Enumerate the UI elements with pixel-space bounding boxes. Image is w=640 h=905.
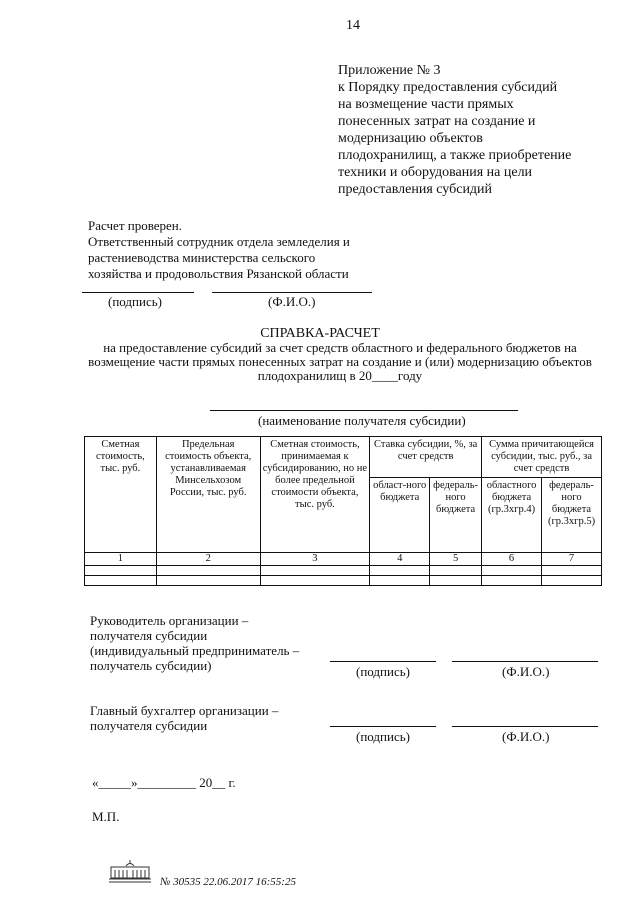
appendix-line: предоставления субсидий	[338, 182, 493, 197]
head-signature-line	[330, 661, 436, 662]
header-accepted-cost: Сметная стоимость, принимаемая к субсидированию, но не более предельной стоимости объекта, тыс. руб.	[260, 437, 370, 553]
column-number: 2	[156, 553, 260, 566]
header-max-cost: Предельная стоимость объекта, устанавливаемая Минсельхозом России, тыс. руб.	[156, 437, 260, 553]
appendix-caption	[338, 62, 571, 198]
header-sum-group: Сумма причитающейся субсидии, тыс. руб., за счет средств	[482, 437, 602, 478]
page-number: 14	[346, 18, 360, 33]
registration-number: № 30535 22.06.2017 16:55:25	[160, 876, 296, 888]
check-line: хозяйства и продовольствия Рязанской области	[88, 266, 349, 281]
head-name-line	[452, 661, 598, 662]
header-rate-regional: област-ного бюджета	[370, 478, 430, 553]
calculation-table	[84, 436, 602, 586]
subtitle-line: возмещение части прямых понесенных затрат на создание и (или) модернизацию объектов	[88, 354, 592, 369]
check-line: растениеводства министерства сельского	[88, 250, 316, 265]
accountant-line: получателя субсидии	[90, 718, 208, 733]
head-line: Руководитель организации –	[90, 613, 249, 628]
appendix-line: понесенных затрат на создание и	[338, 114, 536, 129]
header-rate-federal: федераль-ного бюджета	[430, 478, 482, 553]
column-number: 3	[260, 553, 370, 566]
head-signature-label: (подпись)	[356, 664, 410, 679]
date-line: «_____»_________ 20__ г.	[92, 775, 236, 790]
check-name-line	[212, 292, 372, 293]
accountant-block	[90, 703, 278, 733]
header-rate-group: Ставка субсидии, %, за счет средств	[370, 437, 482, 478]
document-title: СПРАВКА-РАСЧЕТ	[260, 326, 380, 341]
column-number: 1	[85, 553, 157, 566]
appendix-line: на возмещение части прямых	[338, 97, 514, 112]
appendix-line: техники и оборудования на цели	[338, 165, 533, 180]
appendix-line: к Порядку предоставления субсидий	[338, 80, 558, 95]
check-signature-line	[82, 292, 194, 293]
recipient-line	[210, 410, 518, 411]
appendix-line: Приложение № 3	[338, 63, 441, 78]
table-row	[85, 576, 602, 586]
header-sum-regional: областного бюджета (гр.3хгр.4)	[482, 478, 542, 553]
column-number: 4	[370, 553, 430, 566]
check-line: Ответственный сотрудник отдела земледелия и	[88, 234, 350, 249]
check-name-label: (Ф.И.О.)	[268, 294, 316, 309]
head-block	[90, 613, 299, 673]
document-subtitle	[60, 341, 620, 383]
column-number: 7	[542, 553, 602, 566]
appendix-line: модернизацию объектов	[338, 131, 483, 146]
accountant-name-line	[452, 726, 598, 727]
check-line: Расчет проверен.	[88, 218, 183, 233]
accountant-line: Главный бухгалтер организации –	[90, 703, 279, 718]
header-estimated-cost: Сметная стоимость, тыс. руб.	[85, 437, 157, 553]
building-seal-icon	[107, 858, 153, 886]
stamp-place: М.П.	[92, 809, 120, 824]
header-sum-federal: федераль-ного бюджета (гр.3хгр.5)	[542, 478, 602, 553]
check-block	[88, 218, 350, 282]
accountant-signature-label: (подпись)	[356, 729, 410, 744]
subtitle-line: на предоставление субсидий за счет средств областного и федерального бюджетов на	[103, 340, 577, 355]
column-number: 6	[482, 553, 542, 566]
head-line: получателя субсидии	[90, 628, 208, 643]
column-number: 5	[430, 553, 482, 566]
accountant-signature-line	[330, 726, 436, 727]
head-line: (индивидуальный предприниматель –	[90, 643, 300, 658]
head-line: получатель субсидии)	[90, 658, 212, 673]
subtitle-line: плодохранилищ в 20____году	[257, 368, 423, 383]
head-name-label: (Ф.И.О.)	[502, 664, 550, 679]
check-signature-label: (подпись)	[108, 294, 162, 309]
recipient-label: (наименование получателя субсидии)	[258, 413, 466, 428]
appendix-line: плодохранилищ, а также приобретение	[338, 148, 572, 163]
table-row	[85, 566, 602, 576]
accountant-name-label: (Ф.И.О.)	[502, 729, 550, 744]
